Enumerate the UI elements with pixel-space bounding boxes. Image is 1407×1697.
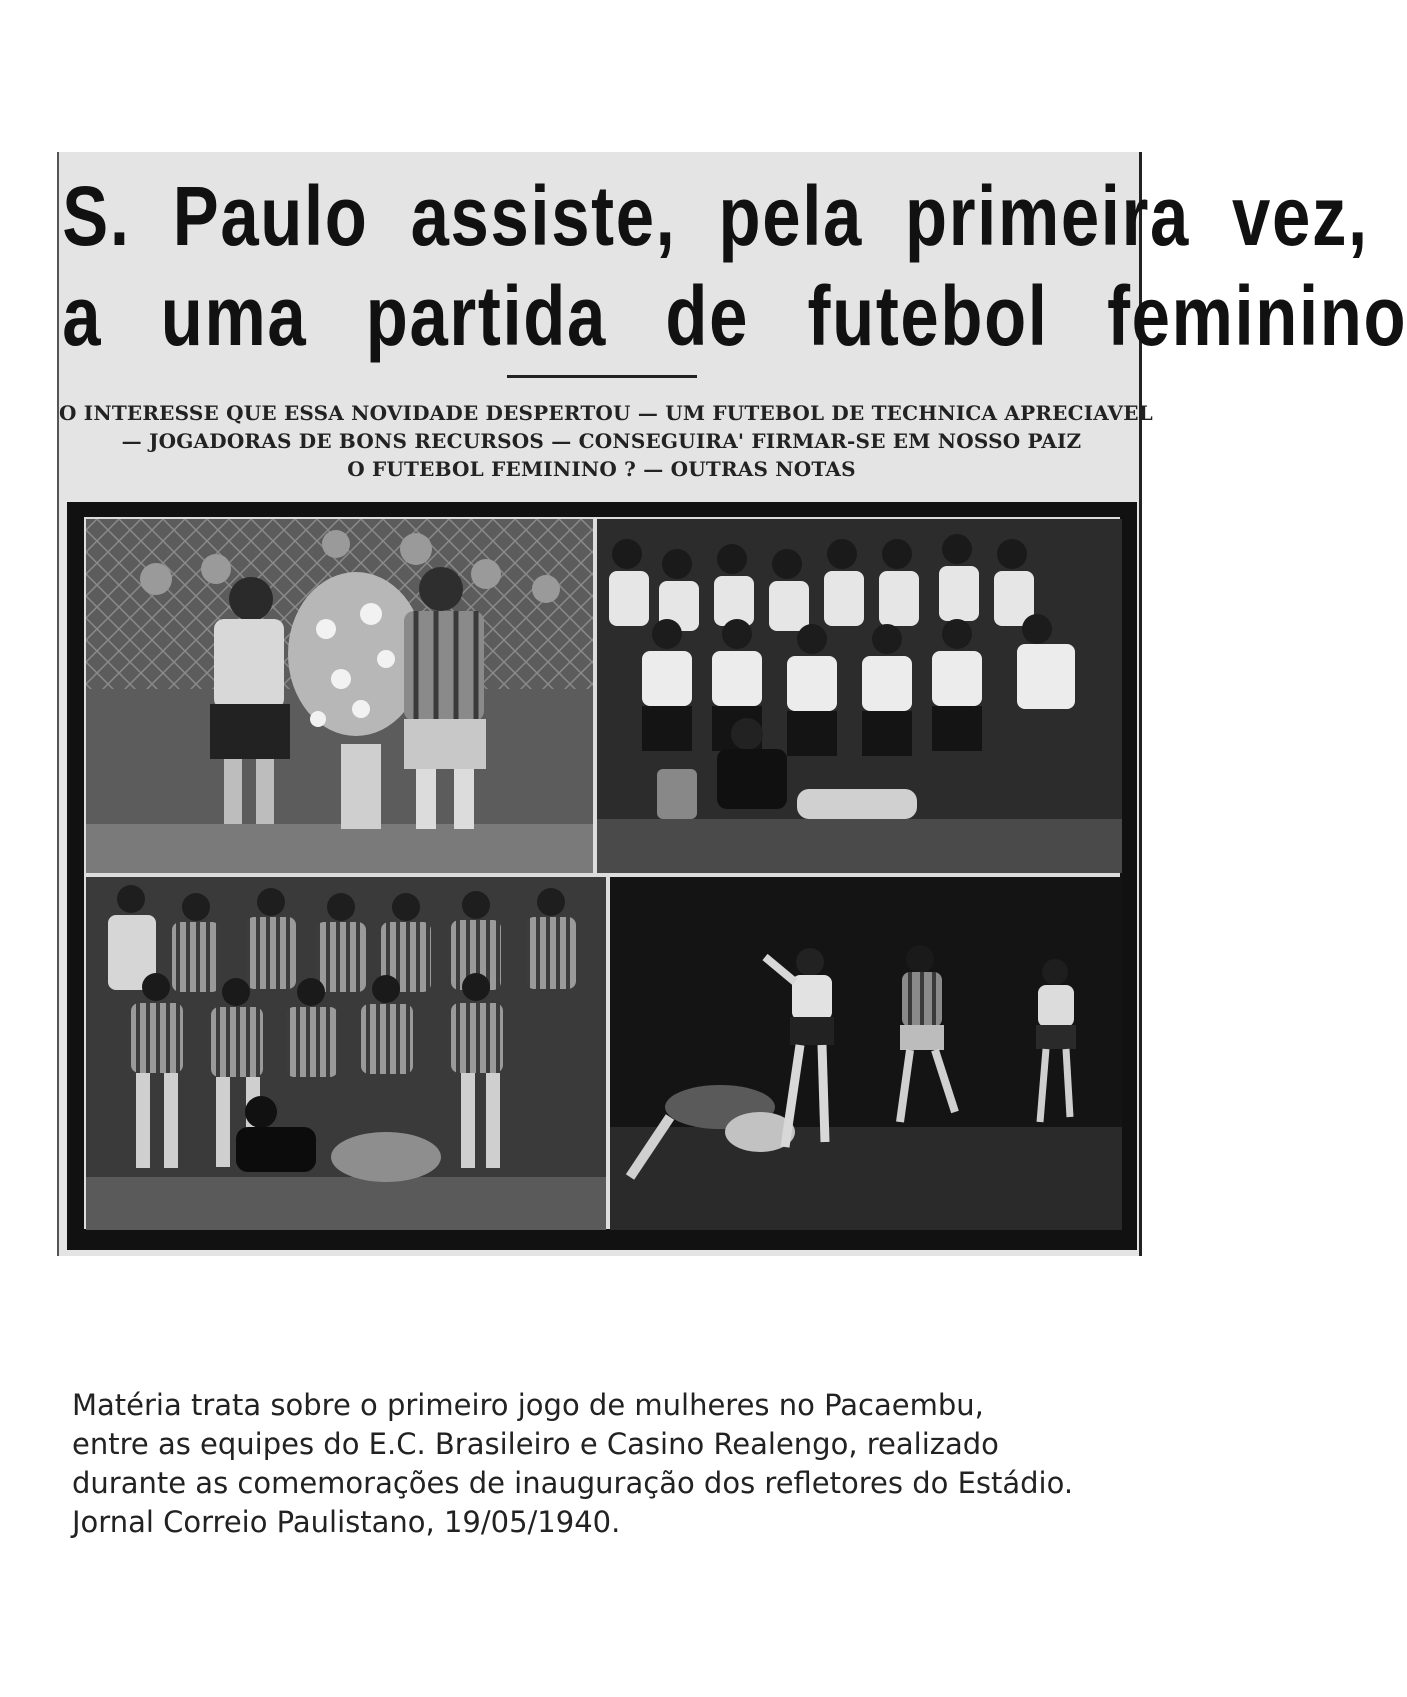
photo-match-action	[610, 877, 1122, 1230]
headline-divider	[507, 375, 697, 378]
subheading-line-3: O FUTEBOL FEMININO ? — OUTRAS NOTAS	[347, 457, 856, 481]
photo-team-light-jerseys	[597, 519, 1122, 873]
caption-line-1: Matéria trata sobre o primeiro jogo de mulheres no Pacaembu,	[72, 1388, 984, 1422]
caption-line-3: durante as comemorações de inauguração dos refletores do Estádio.	[72, 1466, 1074, 1500]
photo-collage-frame	[67, 502, 1137, 1250]
photo-caption	[72, 1386, 1152, 1542]
photo-team-striped-jerseys	[86, 877, 606, 1230]
newspaper-clipping	[57, 152, 1407, 1256]
headline-line-1: S. Paulo assiste, pela primeira vez,	[62, 169, 1369, 263]
caption-line-2: entre as equipes do E.C. Brasileiro e Casino Realengo, realizado	[72, 1427, 999, 1461]
photo-greeting-bouquet	[86, 519, 593, 873]
headline-line-2: a uma partida de futebol feminino	[62, 269, 1407, 363]
subheading-line-2: — JOGADORAS DE BONS RECURSOS — CONSEGUIRA' FIRMAR-SE EM NOSSO PAIZ	[121, 429, 1082, 453]
caption-line-4: Jornal Correio Paulistano, 19/05/1940.	[72, 1505, 621, 1539]
subheading-line-1: O INTERESSE QUE ESSA NOVIDADE DESPERTOU — UM FUTEBOL DE TECHNICA APRECIAVEL	[59, 401, 1153, 425]
photo-grid	[84, 517, 1120, 1229]
